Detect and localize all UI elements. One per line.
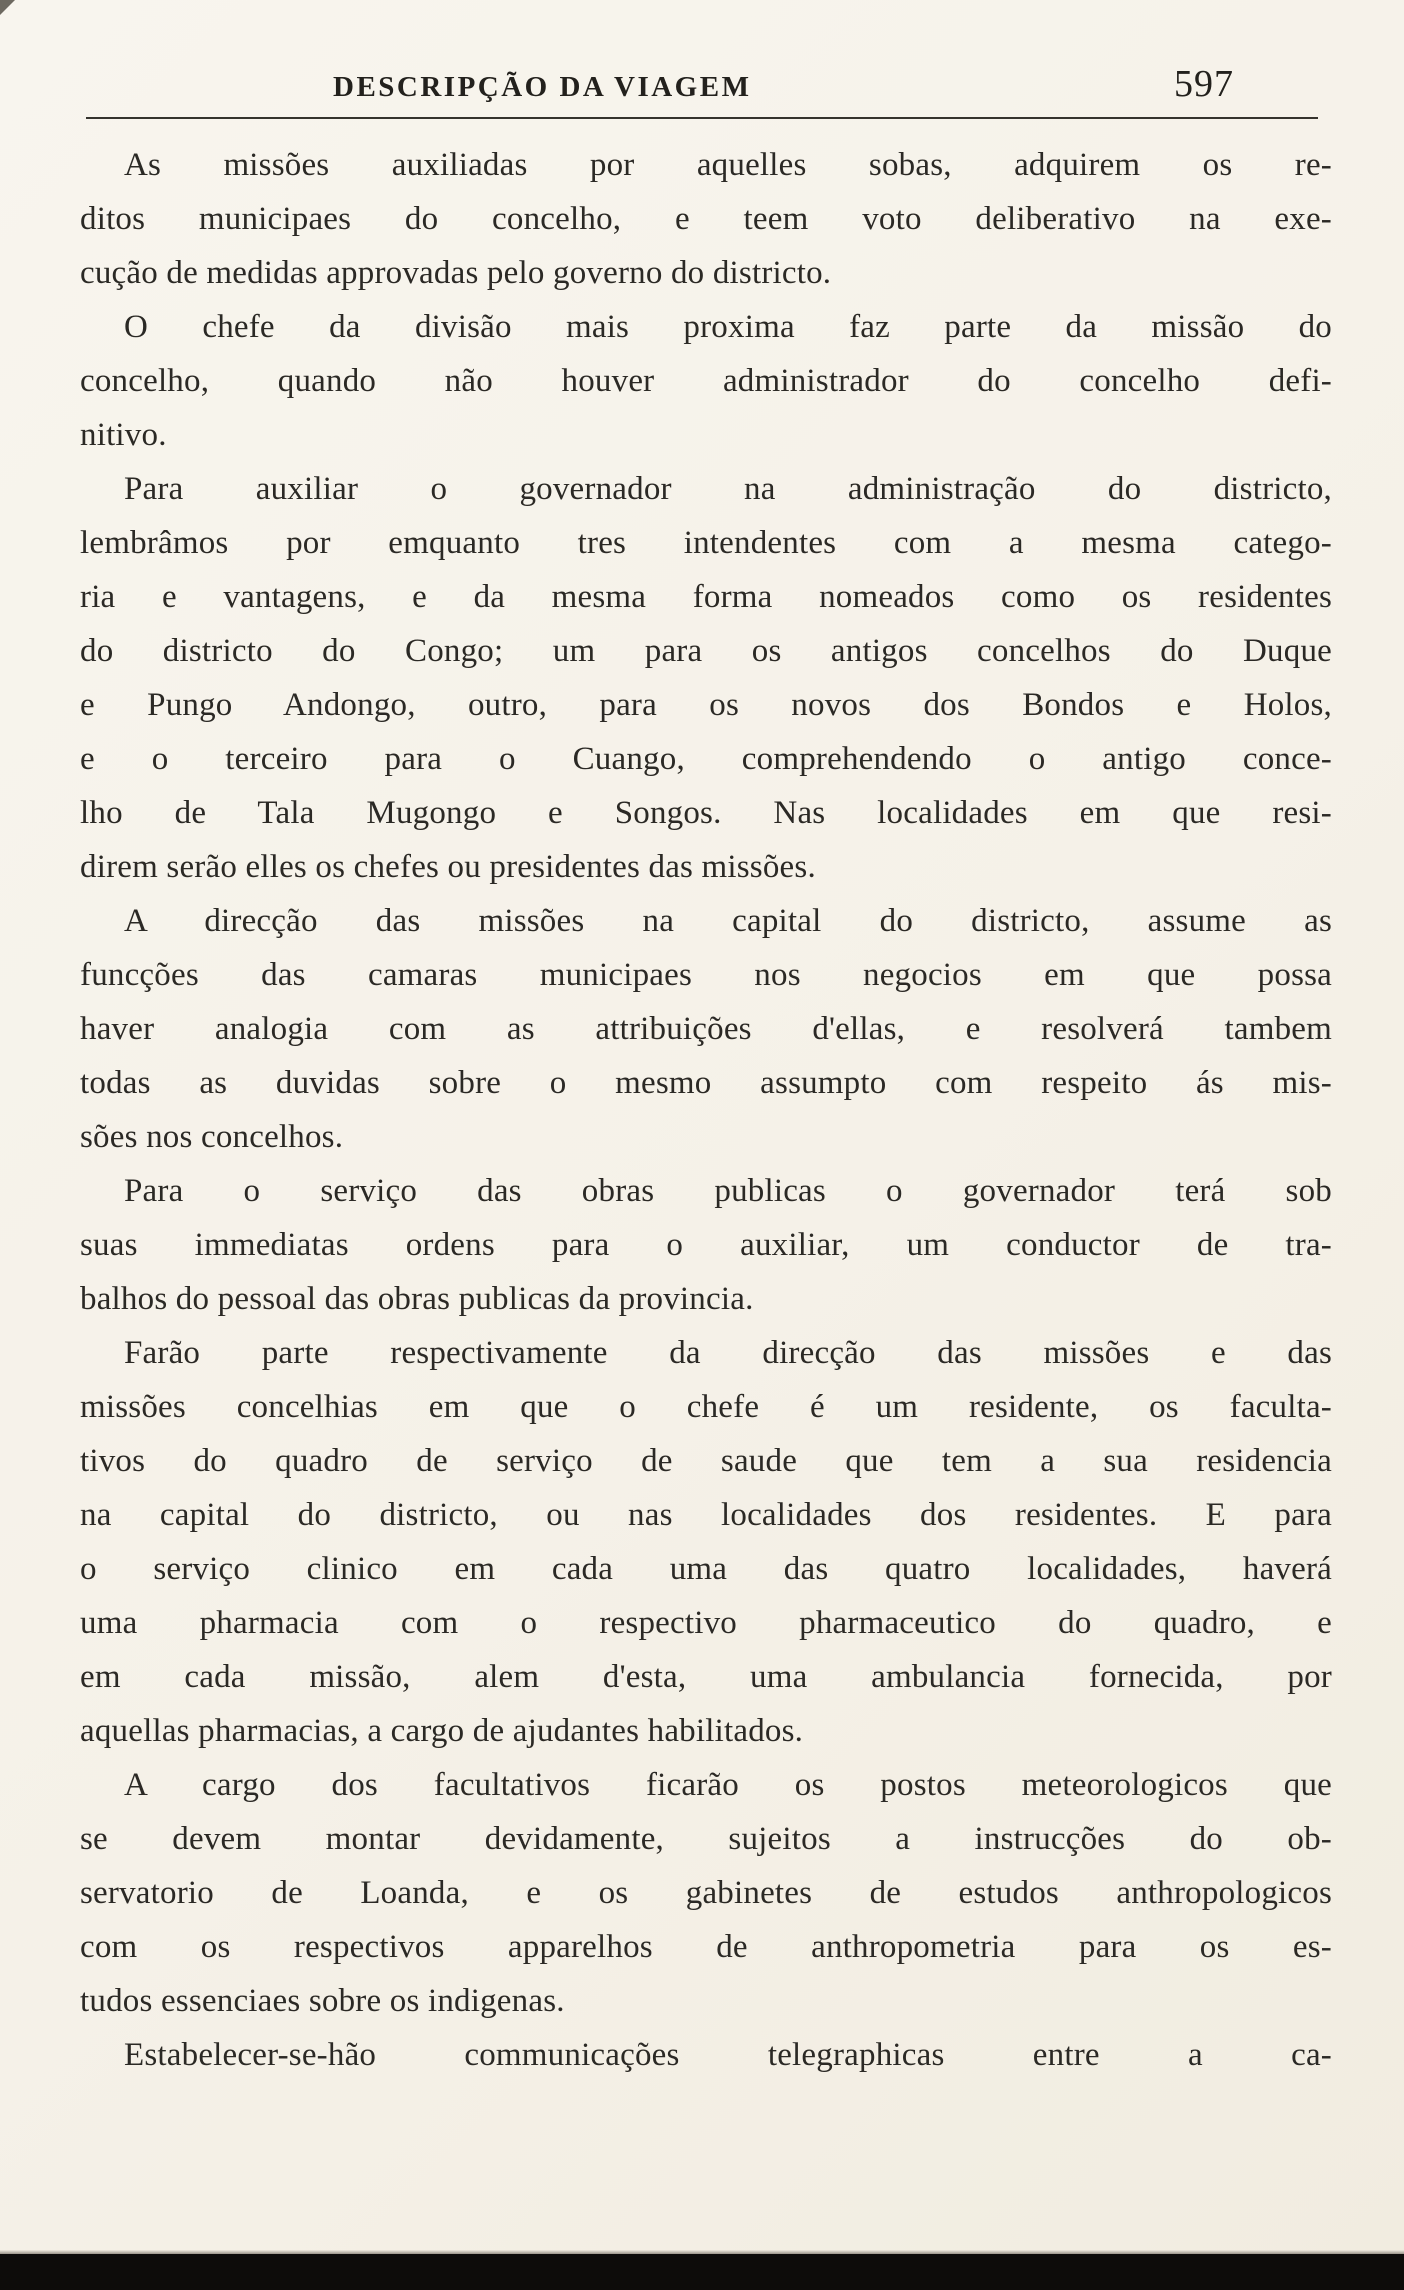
text-line: O chefe da divisão mais proxima faz parte da missão do xyxy=(124,309,1332,345)
text-line: concelho, quando não houver administrador do concelho defi- xyxy=(80,363,1332,399)
text-line: A cargo dos facultativos ficarão os postos meteorologicos que xyxy=(124,1767,1332,1803)
scan-edge-bottom xyxy=(0,2254,1404,2290)
text-line: missões concelhias em que o chefe é um residente, os faculta- xyxy=(80,1389,1332,1425)
text-line: com os respectivos apparelhos de anthropometria para os es- xyxy=(80,1929,1332,1965)
text-line: e Pungo Andongo, outro, para os novos dos Bondos e Holos, xyxy=(80,687,1332,723)
text-line: o serviço clinico em cada uma das quatro localidades, haverá xyxy=(80,1551,1332,1587)
text-line: direm serão elles os chefes ou presidentes das missões. xyxy=(80,849,816,885)
running-title: DESCRIPÇÃO DA VIAGEM xyxy=(333,71,752,103)
paragraph xyxy=(80,894,1332,1164)
text-line: Para auxiliar o governador na administração do districto, xyxy=(124,471,1332,507)
text-line: na capital do districto, ou nas localidades dos residentes. E para xyxy=(80,1497,1332,1533)
text-line: cução de medidas approvadas pelo governo do districto. xyxy=(80,255,832,291)
text-line: e o terceiro para o Cuango, comprehendendo o antigo conce- xyxy=(80,741,1332,777)
header-rule xyxy=(86,117,1318,119)
text-line: ria e vantagens, e da mesma forma nomeados como os residentes xyxy=(80,579,1332,615)
paragraph xyxy=(80,138,1332,300)
text-line: servatorio de Loanda, e os gabinetes de estudos anthropologicos xyxy=(80,1875,1332,1911)
text-line: haver analogia com as attribuições d'ellas, e resolverá tambem xyxy=(80,1011,1332,1047)
text-line: se devem montar devidamente, sujeitos a instrucções do ob- xyxy=(80,1821,1332,1857)
paragraph xyxy=(80,462,1332,894)
text-line: Para o serviço das obras publicas o governador terá sob xyxy=(124,1173,1332,1209)
text-line: Estabelecer-se-hão communicações telegraphicas entre a ca- xyxy=(124,2037,1332,2073)
text-line: do districto do Congo; um para os antigos concelhos do Duque xyxy=(80,633,1332,669)
paragraph xyxy=(80,300,1332,462)
paragraph xyxy=(80,1164,1332,1326)
paragraph xyxy=(80,2028,1332,2082)
text-line: Farão parte respectivamente da direcção das missões e das xyxy=(124,1335,1332,1371)
text-line: A direcção das missões na capital do districto, assume as xyxy=(124,903,1332,939)
text-line: uma pharmacia com o respectivo pharmaceutico do quadro, e xyxy=(80,1605,1332,1641)
text-line: lho de Tala Mugongo e Songos. Nas localidades em que resi- xyxy=(80,795,1332,831)
text-line: aquellas pharmacias, a cargo de ajudantes habilitados. xyxy=(80,1713,804,1749)
text-line: em cada missão, alem d'esta, uma ambulancia fornecida, por xyxy=(80,1659,1332,1695)
text-line: As missões auxiliadas por aquelles sobas, adquirem os re- xyxy=(124,147,1332,183)
text-line: nitivo. xyxy=(80,417,167,453)
scan-corner-artifact xyxy=(0,0,15,15)
text-line: funcções das camaras municipaes nos negocios em que possa xyxy=(80,957,1332,993)
text-line: ditos municipaes do concelho, e teem voto deliberativo na exe- xyxy=(80,201,1332,237)
page-number: 597 xyxy=(1174,63,1234,105)
text-line: balhos do pessoal das obras publicas da provincia. xyxy=(80,1281,754,1317)
text-line: todas as duvidas sobre o mesmo assumpto com respeito ás mis- xyxy=(80,1065,1332,1101)
text-line: suas immediatas ordens para o auxiliar, um conductor de tra- xyxy=(80,1227,1332,1263)
text-line: lembrâmos por emquanto tres intendentes com a mesma catego- xyxy=(80,525,1332,561)
paragraph xyxy=(80,1758,1332,2028)
page-header xyxy=(0,62,1404,110)
text-line: tudos essenciaes sobre os indigenas. xyxy=(80,1983,565,2019)
text-line: sões nos concelhos. xyxy=(80,1119,344,1155)
paragraph xyxy=(80,1326,1332,1758)
text-block xyxy=(80,138,1332,2082)
text-line: tivos do quadro de serviço de saude que tem a sua residencia xyxy=(80,1443,1332,1479)
